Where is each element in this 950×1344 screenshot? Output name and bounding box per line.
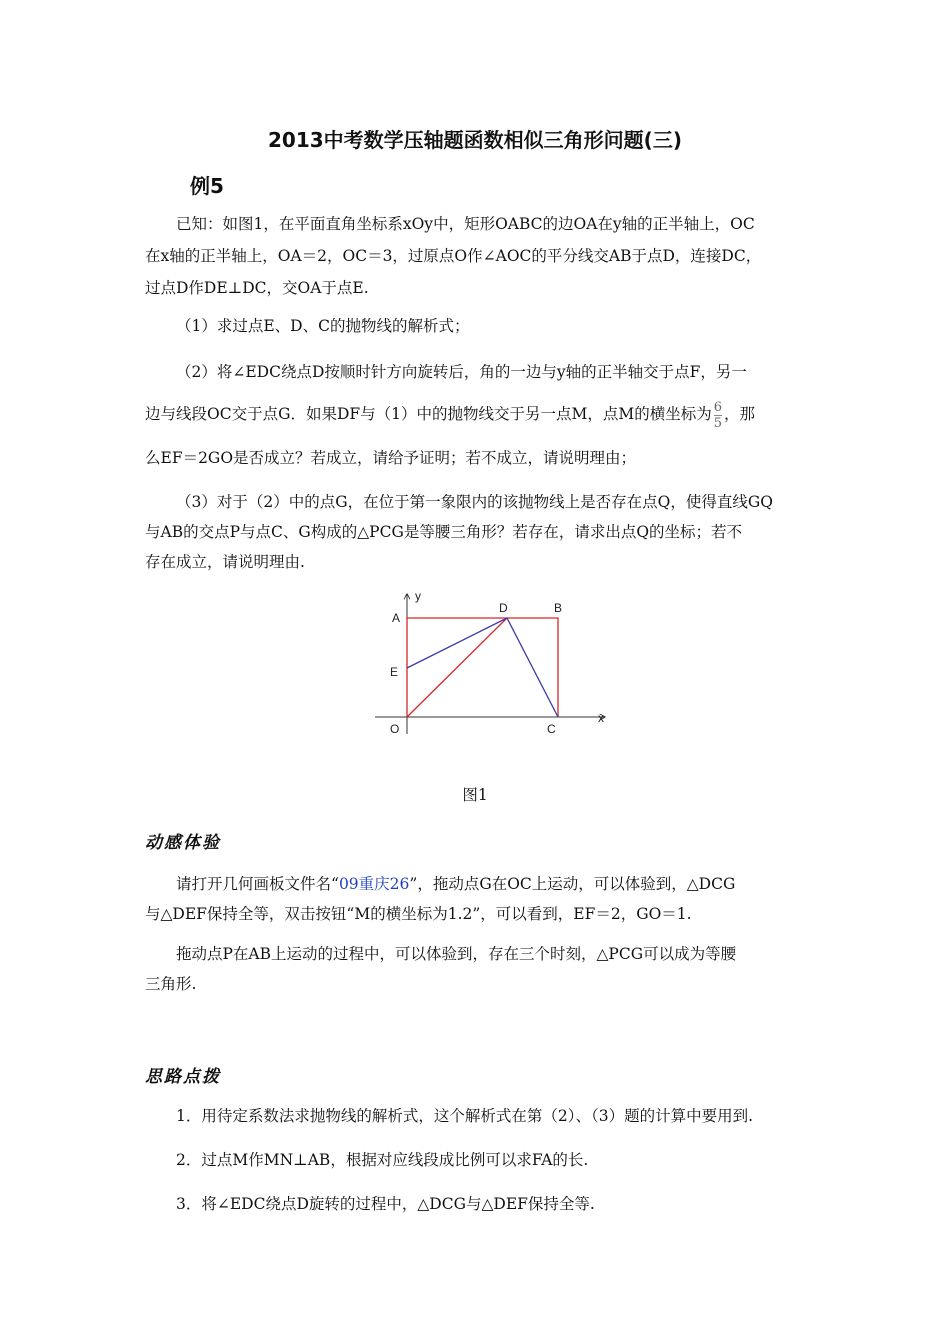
question-2-line-2: [145, 398, 810, 431]
intro-line-1: 已知：如图1，在平面直角坐标系xOy中，矩形OABC的边OA在y轴的正半轴上，OC: [176, 215, 755, 233]
question-3-line-1: （3）对于（2）中的点G，在位于第一象限内的该抛物线上是否存在点Q，使得直线GQ: [176, 493, 773, 511]
label-b: B: [554, 601, 563, 615]
segment-ed: [407, 618, 507, 668]
hint-1: 1．用待定系数法求抛物线的解析式，这个解析式在第（2）、（3）题的计算中要用到.: [176, 1107, 754, 1125]
section-heading-dynamic: 动感体验: [145, 833, 221, 853]
file-link[interactable]: 09重庆26: [338, 875, 410, 893]
label-x: x: [598, 711, 604, 725]
rectangle-oabc: [407, 618, 558, 717]
label-c: C: [547, 722, 556, 736]
hint-3: 3．将∠EDC绕点D旋转的过程中，△DCG与△DEF保持全等.: [176, 1195, 595, 1213]
figure-caption: 图1: [462, 786, 488, 804]
dynamic-paragraph-2-line-1: 拖动点P在AB上运动的过程中，可以体验到，存在三个时刻，△PCG可以成为等腰: [176, 945, 737, 963]
intro-line-3: 过点D作DE⊥DC，交OA于点E.: [145, 279, 369, 297]
section-heading-hints: 思路点拨: [145, 1067, 221, 1087]
dynamic-paragraph-2-line-2: 三角形.: [145, 975, 197, 993]
question-1: （1）求过点E、D、C的抛物线的解析式；: [176, 317, 470, 335]
dynamic-text-b: ”，拖动点G在OC上运动，可以体验到，△DCG: [409, 875, 736, 893]
question-3-line-3: 存在成立，请说明理由.: [145, 553, 305, 571]
dynamic-text-a: 请打开几何画板文件名“: [176, 875, 339, 893]
dynamic-paragraph-1-line-2: 与△DEF保持全等，双击按钮“M的横坐标为1.2”，可以看到，EF＝2，GO＝1.: [145, 905, 692, 923]
label-a: A: [392, 611, 401, 625]
example-label: 例5: [190, 174, 224, 198]
label-y: y: [415, 589, 421, 603]
question-2-line-3: 么EF＝2GO是否成立？若成立，请给予证明；若不成立，请说明理由；: [145, 449, 637, 467]
fraction-six-fifths: [714, 400, 722, 431]
problem-intro: [145, 208, 810, 240]
dynamic-paragraph-1-line-1: [176, 868, 841, 900]
figure-1: [370, 586, 620, 746]
segment-od: [407, 618, 507, 717]
question-2-line-2b: ，那: [724, 405, 756, 423]
fraction-numerator: 6: [713, 399, 723, 415]
hint-2: 2．过点M作MN⊥AB，根据对应线段成比例可以求FA的长.: [176, 1151, 589, 1169]
page-title: 2013中考数学压轴题函数相似三角形问题(三): [268, 128, 682, 152]
segment-dc: [507, 618, 558, 717]
question-2-line-2a: 边与线段OC交于点G．如果DF与（1）中的抛物线交于另一点M，点M的横坐标为: [145, 405, 712, 423]
label-o: O: [390, 722, 400, 736]
fraction-denominator: 5: [713, 415, 723, 431]
question-2-line-1: （2）将∠EDC绕点D按顺时针方向旋转后，角的一边与y轴的正半轴交于点F，另一: [176, 363, 747, 381]
question-3-line-2: 与AB的交点P与点C、G构成的△PCG是等腰三角形？若存在，请求出点Q的坐标；若不: [145, 523, 743, 541]
label-d: D: [499, 601, 508, 615]
intro-line-2: 在x轴的正半轴上，OA＝2，OC＝3，过原点O作∠AOC的平分线交AB于点D，连接DC，: [145, 247, 762, 265]
label-e: E: [390, 665, 399, 679]
